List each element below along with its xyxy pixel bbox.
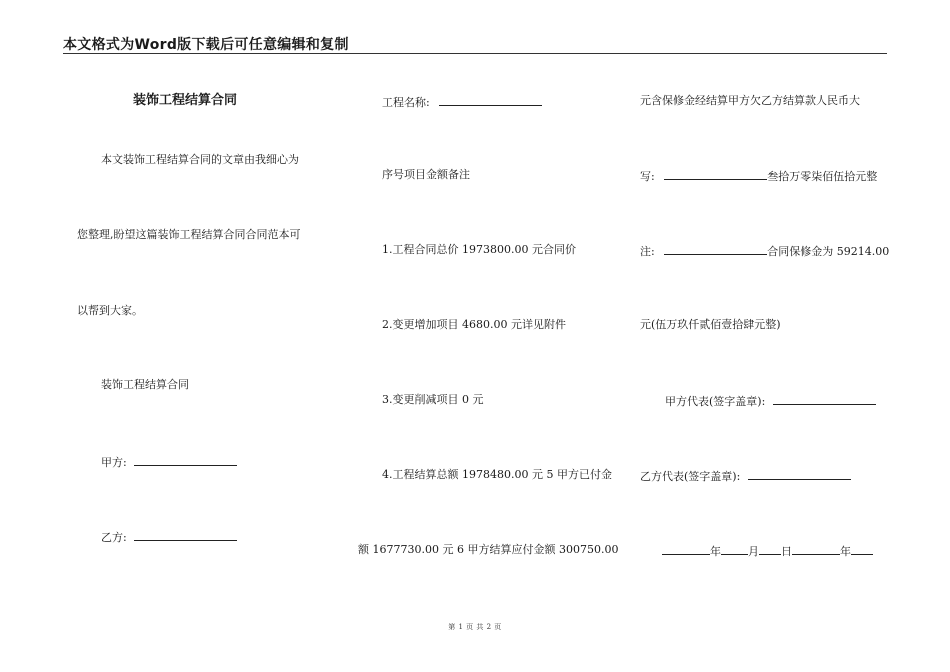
intro-line-2: 您整理,盼望这篇装饰工程结算合同合同范本可	[77, 228, 301, 241]
project-name-label: 工程名称:	[382, 96, 430, 109]
rep-a-label: 甲方代表(签字盖章):	[665, 395, 766, 408]
date-month-label: 月	[748, 545, 759, 558]
page-number: 第 1 页 共 2 页	[448, 623, 502, 631]
document-title: 装饰工程结算合同	[133, 93, 238, 108]
date-month-blank	[721, 543, 748, 555]
note-label: 注:	[640, 245, 655, 258]
date-year-label: 年	[710, 545, 721, 558]
contract-subtitle: 装饰工程结算合同	[101, 378, 189, 391]
date-day-blank	[759, 543, 781, 555]
rep-a-blank	[773, 393, 876, 405]
item-2: 2.变更增加项目 4680.00 元详见附件	[382, 318, 566, 331]
rep-b-blank	[748, 468, 851, 480]
rep-b-label: 乙方代表(签字盖章):	[640, 470, 741, 483]
settlement-text: 元含保修金经结算甲方欠乙方结算款人民币大	[640, 94, 860, 107]
note-text: 合同保修金为 59214.00	[767, 245, 890, 258]
item-4-continued: 额 1677730.00 元 6 甲方结算应付金额 300750.00	[358, 543, 619, 556]
intro-line-1: 本文装饰工程结算合同的文章由我细心为	[101, 153, 299, 166]
item-4: 4.工程结算总额 1978480.00 元 5 甲方已付金	[382, 468, 612, 481]
write-label: 写:	[640, 170, 655, 183]
date-year2-blank	[792, 543, 840, 555]
party-a-label: 甲方:	[101, 456, 127, 469]
party-b-label: 乙方:	[101, 531, 127, 544]
project-name-row	[382, 94, 542, 110]
item-3: 3.变更削减项目 0 元	[382, 393, 484, 406]
note-blank	[664, 243, 767, 255]
write-blank	[664, 168, 767, 180]
date-day-label: 日	[781, 545, 792, 558]
party-b-blank	[134, 529, 237, 541]
date-year-blank	[662, 543, 710, 555]
date-row	[662, 543, 873, 559]
date-trailing-blank	[851, 543, 873, 555]
party-a-blank	[134, 454, 237, 466]
note-row	[640, 243, 889, 259]
header-divider	[63, 53, 887, 54]
amount-in-words-row	[640, 168, 877, 184]
table-header: 序号项目金额备注	[382, 168, 470, 181]
rep-b-row	[640, 468, 851, 484]
intro-line-3: 以帮到大家。	[77, 304, 143, 317]
project-name-blank	[439, 94, 542, 106]
amount-in-words: 叁拾万零柒佰伍拾元整	[767, 170, 878, 183]
party-b-row	[101, 529, 237, 545]
item-1: 1.工程合同总价 1973800.00 元合同价	[382, 243, 576, 256]
note-text-continued: 元(伍万玖仟贰佰壹拾肆元整)	[640, 318, 781, 331]
document-header: 本文格式为Word版下载后可任意编辑和复制	[63, 37, 349, 53]
date-year2-label: 年	[840, 545, 851, 558]
party-a-row	[101, 454, 237, 470]
rep-a-row	[665, 393, 876, 409]
